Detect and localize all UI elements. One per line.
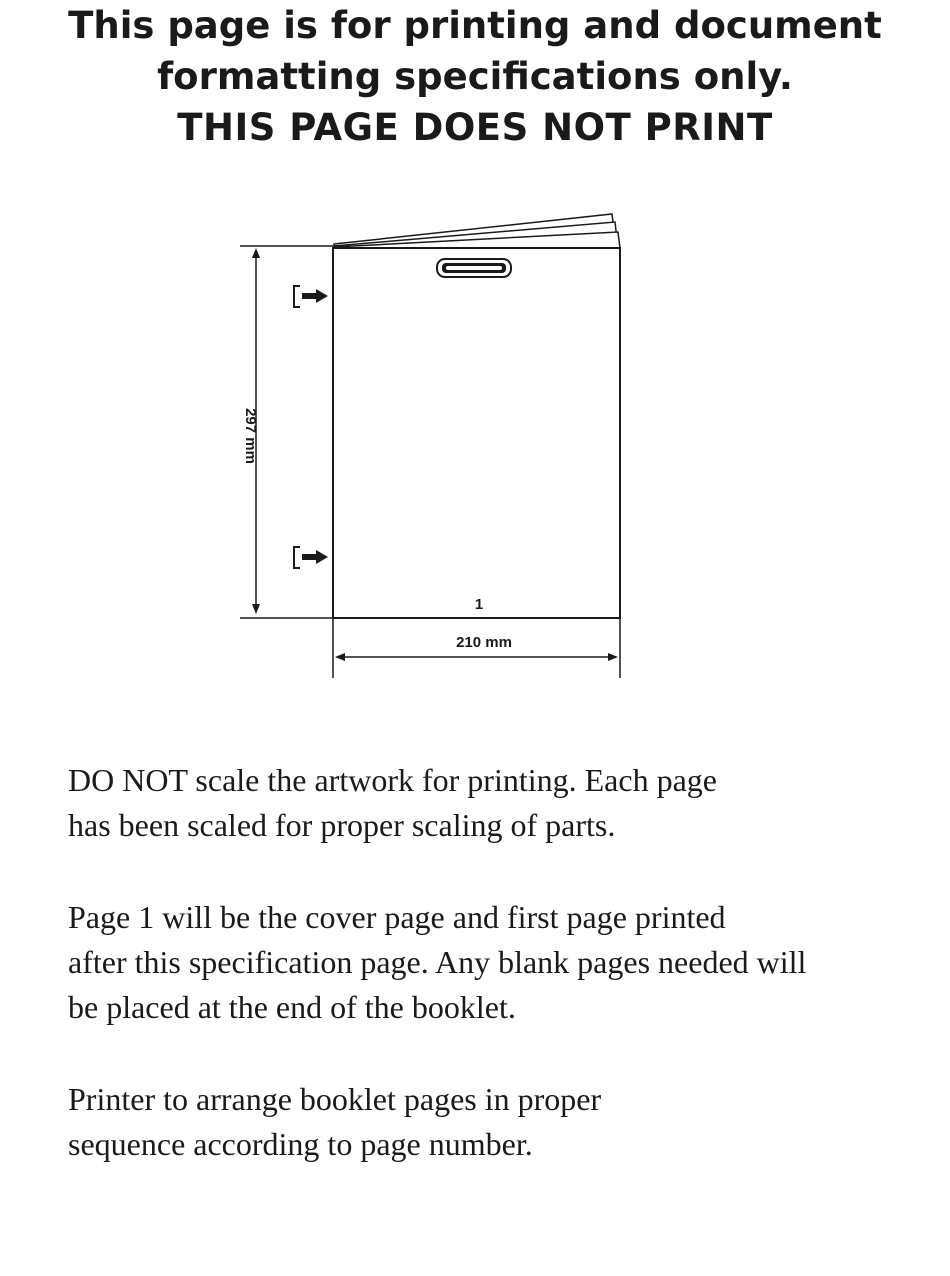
header-line-1: This page is for printing and document <box>68 4 882 47</box>
instruction-paragraph-sequence: Printer to arrange booklet pages in proper sequence according to page number. <box>68 1081 602 1162</box>
instruction-paragraph-scale: DO NOT scale the artwork for printing. Each page has been scaled for proper scaling of parts. <box>68 762 717 843</box>
height-arrow-bottom <box>252 604 260 614</box>
front-page <box>333 248 620 618</box>
width-label: 210 mm <box>456 634 512 651</box>
width-arrow-left <box>335 653 345 661</box>
height-arrow-top <box>252 248 260 258</box>
header-line-2: formatting specifications only. <box>157 55 793 98</box>
staple-arrow-icon <box>294 286 328 307</box>
instructions <box>68 758 948 1214</box>
header-line-3: THIS PAGE DOES NOT PRINT <box>177 106 773 149</box>
height-label: 297 mm <box>242 408 259 464</box>
page-number: 1 <box>474 596 484 613</box>
instruction-paragraph-cover: Page 1 will be the cover page and first page printed after this specification page. Any blank pages needed will be placed at the end of the booklet. <box>68 899 807 1025</box>
width-arrow-right <box>608 653 618 661</box>
staple-arrow-icon <box>294 547 328 568</box>
brand-logo-icon <box>437 259 511 277</box>
